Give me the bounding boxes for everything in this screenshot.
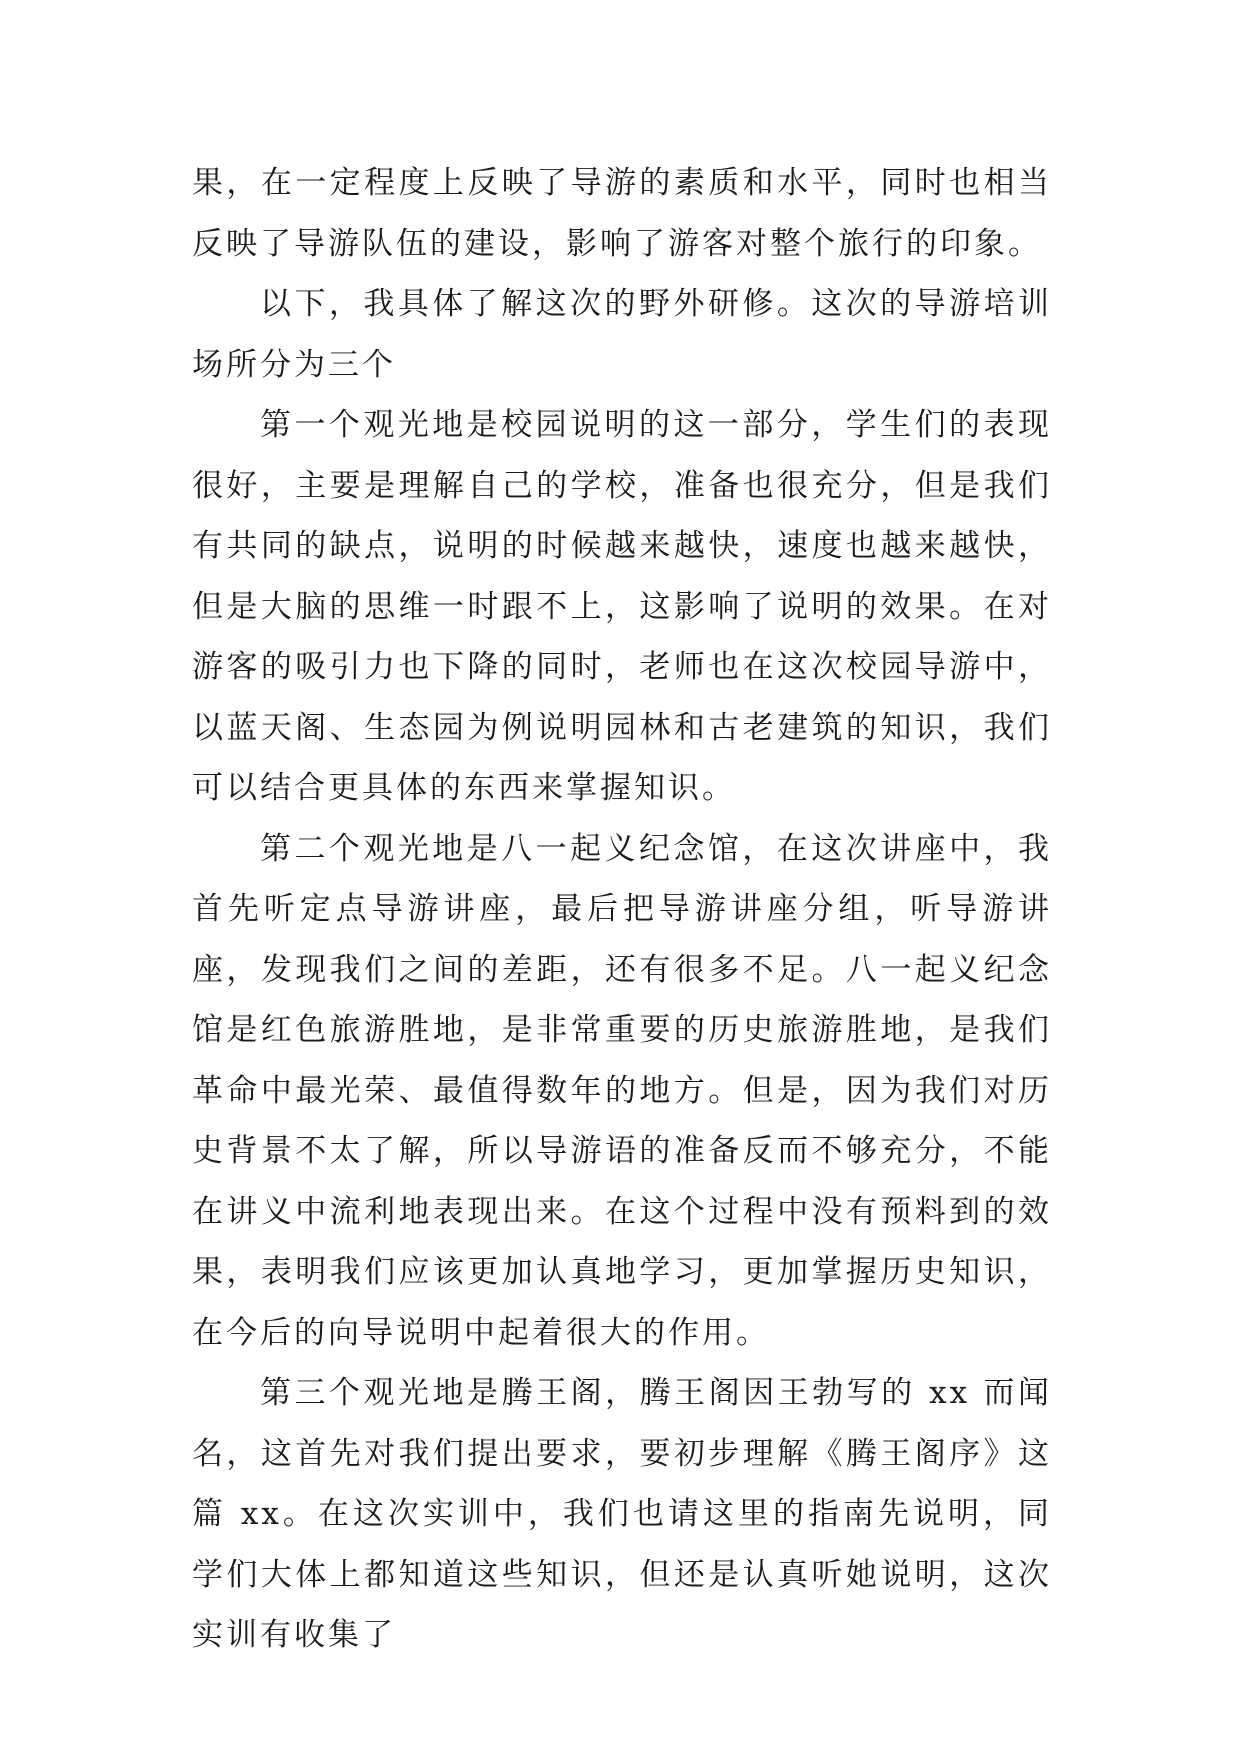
paragraph-5: 第三个观光地是腾王阁，腾王阁因王勃写的 xx 而闻名，这首先对我们提出要求，要初步理解《腾王阁序》这篇 xx。在这次实训中，我们也请这里的指南先说明，同学们大体上都知道这些知识，但还是认真听她说明，这次实训有收集了 xyxy=(192,1375,1052,1653)
paragraph-3: 第一个观光地是校园说明的这一部分，学生们的表现很好，主要是理解自己的学校，准备也很充分，但是我们有共同的缺点，说明的时候越来越快，速度也越来越快，但是大脑的思维一时跟不上，这影响了说明的效果。在对游客的吸引力也下降的同时，老师也在这次校园导游中，以蓝天阁、生态园为例说明园林和古老建筑的知识，我们可以结合更具体的东西来掌握知识。 xyxy=(192,407,1052,806)
paragraph-2: 以下，我具体了解这次的野外研修。这次的导游培训场所分为三个 xyxy=(192,286,1052,383)
document-body xyxy=(192,153,1052,1666)
paragraph-1: 果，在一定程度上反映了导游的素质和水平，同时也相当反映了导游队伍的建设，影响了游客对整个旅行的印象。 xyxy=(192,165,1052,262)
paragraph-4: 第二个观光地是八一起义纪念馆，在这次讲座中，我首先听定点导游讲座，最后把导游讲座分组，听导游讲座，发现我们之间的差距，还有很多不足。八一起义纪念馆是红色旅游胜地，是非常重要的历史旅游胜地，是我们革命中最光荣、最值得数年的地方。但是，因为我们对历史背景不太了解，所以导游语的准备反而不够充分，不能在讲义中流利地表现出来。在这个过程中没有预料到的效果，表明我们应该更加认真地学习，更加掌握历史知识，在今后的向导说明中起着很大的作用。 xyxy=(192,830,1052,1351)
